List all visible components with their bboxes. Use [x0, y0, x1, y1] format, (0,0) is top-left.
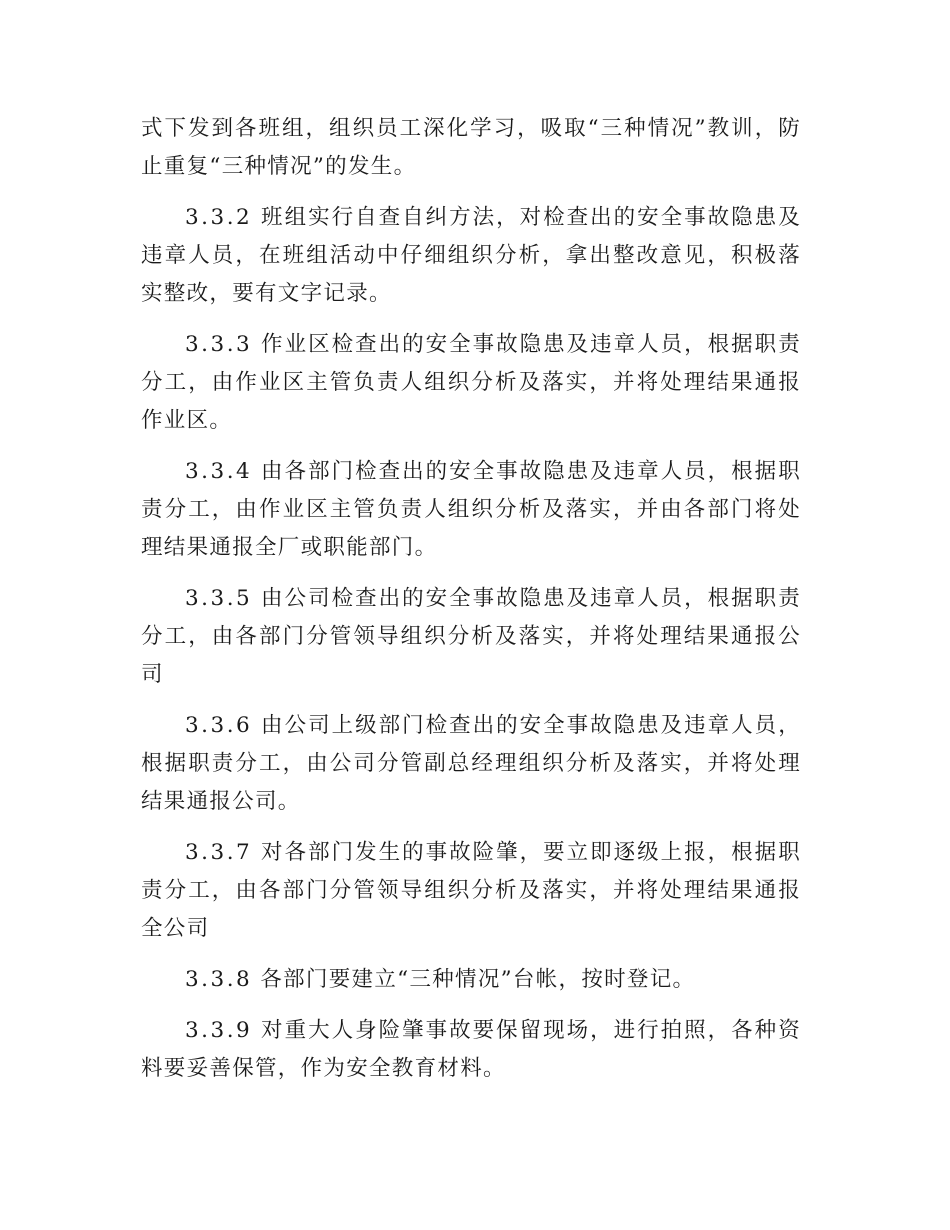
- section-number: 3.3.9: [185, 1018, 253, 1043]
- section-number: 3.3.8: [185, 967, 253, 992]
- section-number: 3.3.7: [185, 840, 253, 865]
- paragraph-text: 对重大人身险肇事故要保留现场，进行拍照，各种资料要妥善保管，作为安全教育材料。: [141, 1018, 801, 1081]
- section-number: 3.3.3: [185, 332, 253, 357]
- paragraph-3-3-9: [141, 1012, 801, 1088]
- paragraph-text: 班组实行自查自纠方法，对检查出的安全事故隐患及违章人员，在班组活动中仔细组织分析，拿出整改意见，积极落实整改，要有文字记录。: [141, 205, 801, 306]
- paragraph-3-3-8: [141, 961, 801, 999]
- paragraph-text: 作业区检查出的安全事故隐患及违章人员，根据职责分工，由作业区主管负责人组织分析及落实，并将处理结果通报作业区。: [141, 332, 801, 433]
- paragraph-text: 由公司检查出的安全事故隐患及违章人员，根据职责分工，由各部门分管领导组织分析及落实，并将处理结果通报公司: [141, 586, 801, 687]
- paragraph-text: 各部门要建立“三种情况”台帐，按时登记。: [252, 967, 696, 992]
- paragraph-3-3-3: [141, 326, 801, 440]
- paragraph-3-3-5: [141, 580, 801, 694]
- paragraph-text: 式下发到各班组，组织员工深化学习，吸取“三种情况”教训，防止重复“三种情况”的发生。: [141, 116, 801, 179]
- section-number: 3.3.4: [185, 459, 253, 484]
- section-number: 3.3.2: [185, 205, 253, 230]
- document-body: [141, 110, 801, 1101]
- paragraph-3-3-2: [141, 199, 801, 313]
- section-number: 3.3.5: [185, 586, 253, 611]
- paragraph-text: 由各部门检查出的安全事故隐患及违章人员，根据职责分工，由作业区主管负责人组织分析及落实，并由各部门将处理结果通报全厂或职能部门。: [141, 459, 801, 560]
- paragraph-continuation: [141, 110, 801, 186]
- paragraph-3-3-7: [141, 834, 801, 948]
- paragraph-3-3-6: [141, 707, 801, 821]
- paragraph-text: 由公司上级部门检查出的安全事故隐患及违章人员，根据职责分工，由公司分管副总经理组织分析及落实，并将处理结果通报公司。: [141, 713, 801, 814]
- paragraph-3-3-4: [141, 453, 801, 567]
- section-number: 3.3.6: [185, 713, 253, 738]
- paragraph-text: 对各部门发生的事故险肇，要立即逐级上报，根据职责分工，由各部门分管领导组织分析及落实，并将处理结果通报全公司: [141, 840, 801, 941]
